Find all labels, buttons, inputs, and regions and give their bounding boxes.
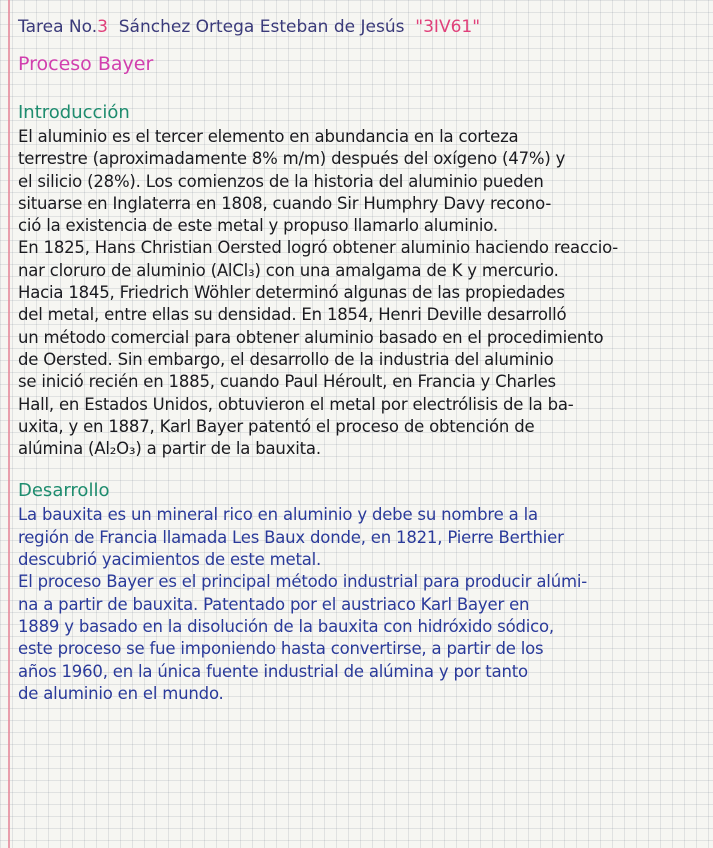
intro-line: de Oersted. Sin embargo, el desarrollo de la industria del aluminio — [18, 349, 554, 369]
page-content — [18, 10, 706, 705]
page-title: Proceso Bayer — [18, 53, 154, 75]
assignment-header — [18, 10, 706, 44]
intro-heading: Introducción — [18, 102, 130, 123]
intro-line: terrestre (aproximadamente 8% m/m) después del oxígeno (47%) y — [18, 149, 566, 169]
development-line: este proceso se fue imponiendo hasta convertirse, a partir de los — [18, 639, 544, 659]
intro-line: Hall, en Estados Unidos, obtuvieron el metal por electrólisis de la ba- — [18, 394, 574, 414]
intro-body — [18, 126, 706, 460]
development-line: La bauxita es un mineral rico en aluminio y debe su nombre a la — [18, 505, 538, 525]
assignment-number: 3 — [97, 17, 108, 37]
intro-line: el silicio (28%). Los comienzos de la historia del aluminio pueden — [18, 171, 544, 191]
intro-line: uxita, y en 1887, Karl Bayer patentó el proceso de obtención de — [18, 416, 535, 436]
intro-line: El aluminio es el tercer elemento en abundancia en la corteza — [18, 127, 519, 146]
intro-line: En 1825, Hans Christian Oersted logró obtener aluminio haciendo reaccio- — [18, 238, 619, 258]
intro-line: Hacia 1845, Friedrich Wöhler determinó algunas de las propiedades — [18, 283, 565, 303]
intro-line: del metal, entre ellas su densidad. En 1854, Henri Deville desarrolló — [18, 305, 567, 325]
intro-line: se inició recién en 1885, cuando Paul Héroult, en Francia y Charles — [18, 372, 556, 392]
author-name: Sánchez Ortega Esteban de Jesús — [118, 17, 405, 37]
intro-line: situarse en Inglaterra en 1808, cuando Sir Humphry Davy recono- — [18, 193, 552, 213]
intro-line: alúmina (Al₂O₃) a partir de la bauxita. — [18, 439, 321, 459]
development-heading: Desarrollo — [18, 480, 110, 502]
group-code: "3IV61" — [415, 17, 481, 37]
development-line: El proceso Bayer es el principal método industrial para producir alúmi- — [18, 572, 587, 592]
intro-line: ció la existencia de este metal y propuso llamarlo aluminio. — [18, 216, 498, 236]
development-line: descubrió yacimientos de este metal. — [18, 550, 322, 570]
development-body — [18, 504, 706, 705]
intro-line: un método comercial para obtener aluminio basado en el procedimiento — [18, 327, 604, 347]
assignment-prefix: Tarea No. — [18, 17, 98, 37]
development-line: años 1960, en la única fuente industrial de alúmina y por tanto — [18, 661, 528, 681]
development-line: 1889 y basado en la disolución de la bauxita con hidróxido sódico, — [18, 616, 554, 636]
intro-line: nar cloruro de aluminio (AlCl₃) con una amalgama de K y mercurio. — [18, 260, 559, 280]
development-line: de aluminio en el mundo. — [18, 683, 224, 703]
margin-line — [8, 0, 10, 848]
development-line: na a partir de bauxita. Patentado por el austriaco Karl Bayer en — [18, 594, 530, 614]
development-line: región de Francia llamada Les Baux donde, en 1821, Pierre Berthier — [18, 527, 564, 547]
